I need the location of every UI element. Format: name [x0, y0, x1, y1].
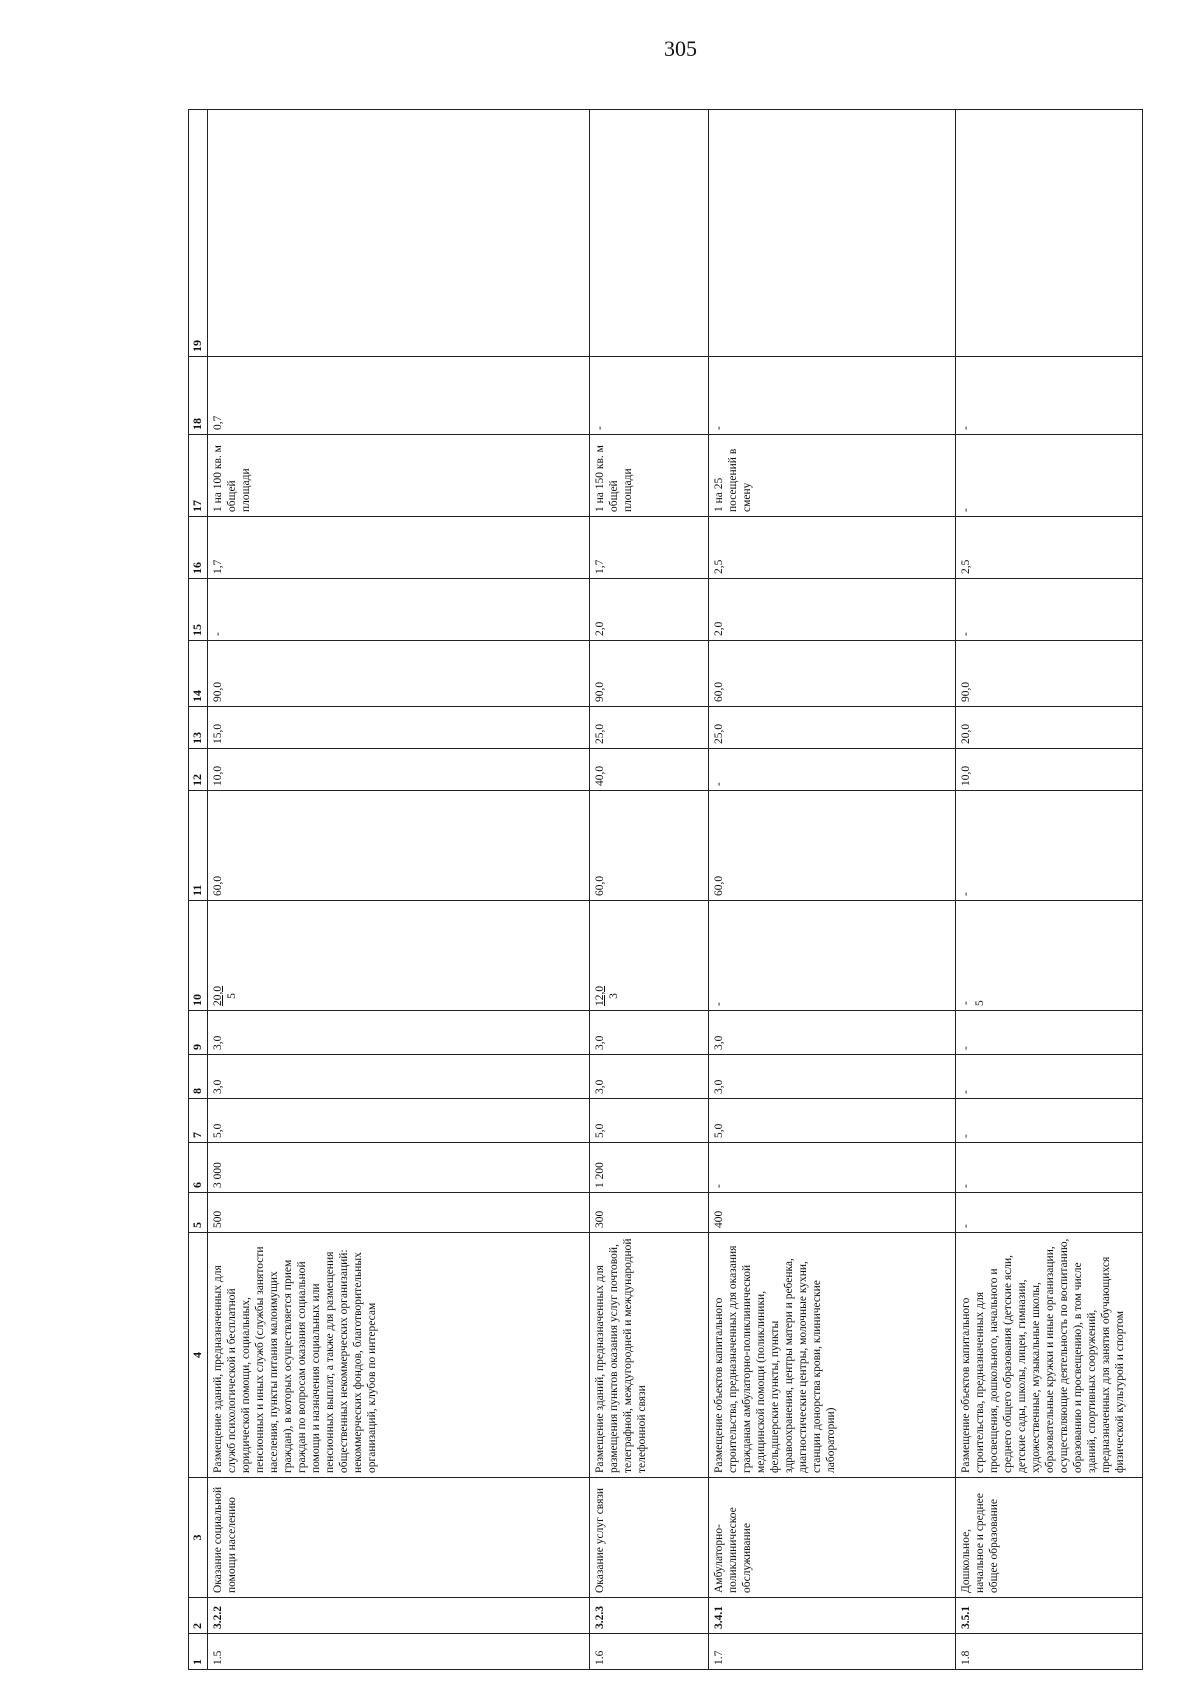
- cell: -: [956, 579, 1143, 641]
- cell: -: [709, 749, 956, 791]
- col-header: 13: [189, 707, 208, 749]
- cell: 1,7: [208, 517, 590, 579]
- col-header: 19: [189, 110, 208, 357]
- cell: 3,0: [590, 1055, 709, 1099]
- col-header: 10: [189, 901, 208, 1011]
- fraction-denominator: 3: [608, 993, 621, 999]
- fraction-numerator: 20,0: [212, 985, 224, 1006]
- cell: [208, 110, 590, 357]
- table-row: [208, 110, 590, 1670]
- cell: 1 на 100 кв. м общей площади: [208, 435, 590, 517]
- col-header: 18: [189, 357, 208, 435]
- cell: 500: [208, 1193, 590, 1233]
- land-use-description: Размещение объектов капитального строительства, предназначенных для оказания гражданам амбулаторно-поликлинической медицинской помощи (поликлиники, фельдшерские пункты, пункты здравоохранения, центры матери и ребенка, диагностические центры, молочные кухни, станции донорства крови, клинические лаборатории): [709, 1233, 956, 1478]
- cell: 300: [590, 1193, 709, 1233]
- cell: 10,0: [208, 749, 590, 791]
- land-use-code: 3.5.1: [956, 1598, 1143, 1634]
- row-number: 1.7: [709, 1634, 956, 1670]
- table-row: [956, 110, 1143, 1670]
- col-header: 6: [189, 1143, 208, 1193]
- col-header: 1: [189, 1634, 208, 1670]
- col-header: 15: [189, 579, 208, 641]
- cell: 20,0: [956, 707, 1143, 749]
- land-use-code: 3.2.3: [590, 1598, 709, 1634]
- cell: -: [956, 791, 1143, 901]
- table-row: [709, 110, 956, 1670]
- col-header: 2: [189, 1598, 208, 1634]
- cell: 2,5: [709, 517, 956, 579]
- cell: 5,0: [208, 1099, 590, 1143]
- cell: 1 на 25 посещений в смену: [709, 435, 956, 517]
- land-use-code: 3.4.1: [709, 1598, 956, 1634]
- cell: -: [956, 1099, 1143, 1143]
- cell: 2,0: [590, 579, 709, 641]
- land-use-description: Размещение объектов капитального строительства, предназначенных для просвещения, дошкольного, начального и среднего общего образования (детские ясли, детские сады, школы, лицеи, гимназии, художественные, музыкальные школы, образовательные кружки и иные организации, осуществляющие деятельность по воспитанию, образованию и просвещению), в том числе зданий, спортивных сооружений, предназначенных для занятия обучающихся физической культурой и спортом: [956, 1233, 1143, 1478]
- cell: 10,0: [956, 749, 1143, 791]
- col-header: 12: [189, 749, 208, 791]
- cell: 90,0: [590, 641, 709, 707]
- fraction-denominator: 5: [974, 1000, 987, 1006]
- cell: 1 200: [590, 1143, 709, 1193]
- col-header: 5: [189, 1193, 208, 1233]
- cell: 3,0: [709, 1055, 956, 1099]
- cell: 1,7: [590, 517, 709, 579]
- row-number: 1.5: [208, 1634, 590, 1670]
- cell: 60,0: [208, 791, 590, 901]
- cell: -: [956, 1055, 1143, 1099]
- cell: 25,0: [709, 707, 956, 749]
- table-row: [590, 110, 709, 1670]
- cell: -: [709, 357, 956, 435]
- fraction-cell: [590, 901, 709, 1011]
- col-header: 17: [189, 435, 208, 517]
- cell: [956, 110, 1143, 357]
- cell: 3,0: [590, 1011, 709, 1055]
- header-row: [189, 110, 208, 1670]
- cell: 25,0: [590, 707, 709, 749]
- table-landscape: [188, 110, 1127, 1670]
- cell: -: [956, 1193, 1143, 1233]
- col-header: 8: [189, 1055, 208, 1099]
- land-use-description: Размещение зданий, предназначенных для размещения пунктов оказания услуг почтовой, телеграфной, междугородней и международной телефонной связи: [590, 1233, 709, 1478]
- col-header: 9: [189, 1011, 208, 1055]
- page-number: 305: [664, 36, 697, 61]
- col-header: 7: [189, 1099, 208, 1143]
- cell: -: [956, 357, 1143, 435]
- fraction-cell: [709, 901, 956, 1011]
- land-use-name: Оказание социальной помощи населению: [208, 1478, 590, 1598]
- cell: 40,0: [590, 749, 709, 791]
- fraction-cell: [956, 901, 1143, 1011]
- row-number: 1.8: [956, 1634, 1143, 1670]
- col-header: 14: [189, 641, 208, 707]
- cell: 3,0: [208, 1055, 590, 1099]
- cell: 5,0: [709, 1099, 956, 1143]
- cell: 0,7: [208, 357, 590, 435]
- fraction-cell: [208, 901, 590, 1011]
- land-use-description: Размещение зданий, предназначенных для служб психологической и бесплатной юридической помощи, социальных, пенсионных и иных служб (службы занятости населения, пункты питания малоимущих граждан), в которых осуществляется прием граждан по вопросам оказания социальной помощи и назначения социальных или пенсионных выплат, а также для размещения общественных некоммерческих организаций: некоммерческих фондов, благотворительных организаций, клубов по интересам: [208, 1233, 590, 1478]
- cell: 60,0: [709, 791, 956, 901]
- fraction-numerator: -: [960, 1001, 972, 1006]
- fraction-denominator: 5: [226, 993, 239, 999]
- cell: [590, 110, 709, 357]
- cell: 400: [709, 1193, 956, 1233]
- rotated-table-frame: [188, 110, 1127, 1670]
- cell: -: [590, 357, 709, 435]
- cell: 90,0: [956, 641, 1143, 707]
- cell: 1 на 150 кв. м общей площади: [590, 435, 709, 517]
- cell: 15,0: [208, 707, 590, 749]
- cell: 60,0: [590, 791, 709, 901]
- cell: 3,0: [709, 1011, 956, 1055]
- cell: -: [709, 1143, 956, 1193]
- fraction-numerator: -: [713, 1002, 725, 1006]
- land-use-name: Оказание услуг связи: [590, 1478, 709, 1598]
- cell: 2,0: [709, 579, 956, 641]
- fraction-numerator: 12,0: [594, 985, 606, 1006]
- cell: -: [956, 1143, 1143, 1193]
- cell: [709, 110, 956, 357]
- cell: 3,0: [208, 1011, 590, 1055]
- col-header: 3: [189, 1478, 208, 1598]
- cell: 2,5: [956, 517, 1143, 579]
- cell: -: [956, 1011, 1143, 1055]
- land-use-name: Дошкольное, начальное и среднее общее образование: [956, 1478, 1143, 1598]
- row-number: 1.6: [590, 1634, 709, 1670]
- col-header: 11: [189, 791, 208, 901]
- col-header: 16: [189, 517, 208, 579]
- cell: -: [956, 435, 1143, 517]
- cell: -: [208, 579, 590, 641]
- cell: 5,0: [590, 1099, 709, 1143]
- cell: 3 000: [208, 1143, 590, 1193]
- col-header: 4: [189, 1233, 208, 1478]
- land-use-name: Амбулаторно-поликлиническое обслуживание: [709, 1478, 956, 1598]
- cell: 90,0: [208, 641, 590, 707]
- land-use-table: [188, 109, 1143, 1670]
- land-use-code: 3.2.2: [208, 1598, 590, 1634]
- cell: 60,0: [709, 641, 956, 707]
